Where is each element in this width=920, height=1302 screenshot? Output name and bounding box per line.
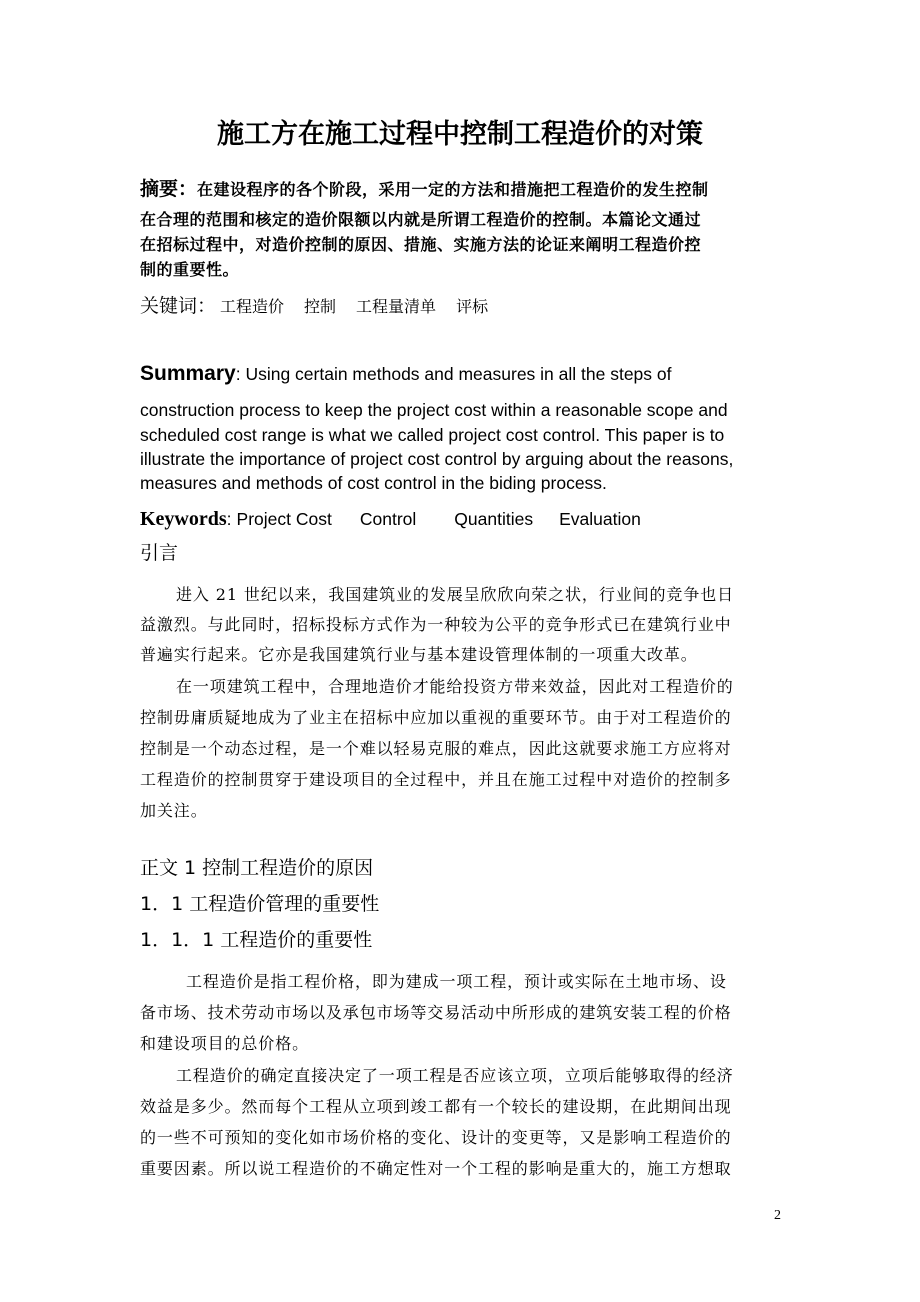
subsubsection-heading: 1．1．1 工程造价的重要性 bbox=[140, 929, 373, 951]
intro-line: 益激烈。与此同时，招标投标方式作为一种较为公平的竞争形式已在建筑行业中 bbox=[140, 615, 732, 634]
body-line: 工程造价的确定直接决定了一项工程是否应该立项，立项后能够取得的经济 bbox=[176, 1066, 734, 1085]
abstract-cn-label: 摘要： bbox=[140, 178, 198, 200]
intro-line: 进入 21 世纪以来，我国建筑业的发展呈欣欣向荣之状，行业间的竞争也日 bbox=[176, 585, 735, 604]
keyword-en: Control bbox=[359, 509, 417, 529]
abstract-cn-line: 在招标过程中，对造价控制的原因、措施、实施方法的论证来阐明工程造价控 bbox=[140, 235, 702, 254]
abstract-cn-line: 制的重要性。 bbox=[140, 260, 240, 279]
body-line: 工程造价是指工程价格，即为建成一项工程，预计或实际在土地市场、设 bbox=[186, 972, 727, 991]
abstract-cn-first-line bbox=[140, 174, 709, 201]
intro-line: 加关注。 bbox=[140, 801, 208, 820]
keyword-en: Quantities bbox=[454, 509, 534, 529]
body-line: 重要因素。所以说工程造价的不确定性对一个工程的影响是重大的，施工方想取 bbox=[140, 1159, 732, 1178]
abstract-en-line: illustrate the importance of project cost control by arguing about the reasons, bbox=[140, 449, 734, 469]
intro-heading: 引言 bbox=[140, 542, 179, 564]
keyword-cn: 控制 bbox=[304, 297, 337, 316]
body-line: 的一些不可预知的变化如市场价格的变化、设计的变更等，又是影响工程造价的 bbox=[140, 1128, 732, 1147]
section-heading: 正文 1 控制工程造价的原因 bbox=[140, 857, 374, 879]
abstract-cn-line: 在建设程序的各个阶段，采用一定的方法和措施把工程造价的发生控制 bbox=[197, 180, 709, 199]
keyword-cn: 工程量清单 bbox=[356, 297, 437, 316]
abstract-en-line: measures and methods of cost control in the biding process. bbox=[140, 473, 607, 493]
subsection-heading: 1．1 工程造价管理的重要性 bbox=[140, 893, 380, 915]
abstract-cn-line: 在合理的范围和核定的造价限额以内就是所谓工程造价的控制。本篇论文通过 bbox=[140, 210, 702, 229]
intro-line: 工程造价的控制贯穿于建设项目的全过程中，并且在施工过程中对造价的控制多 bbox=[140, 770, 732, 789]
abstract-en-first-line bbox=[140, 362, 672, 386]
intro-line: 普遍实行起来。它亦是我国建筑行业与基本建设管理体制的一项重大改革。 bbox=[140, 645, 698, 664]
keywords-en-separator: : bbox=[226, 509, 232, 529]
keywords-cn bbox=[140, 291, 488, 318]
keyword-cn: 评标 bbox=[456, 297, 489, 316]
body-line: 和建设项目的总价格。 bbox=[140, 1034, 310, 1053]
abstract-en-label: Summary bbox=[140, 362, 236, 385]
intro-line: 控制是一个动态过程，是一个难以轻易克服的难点，因此这就要求施工方应将对 bbox=[140, 739, 732, 758]
page-number: 2 bbox=[774, 1208, 781, 1223]
body-line: 备市场、技术劳动市场以及承包市场等交易活动中所形成的建筑安装工程的价格 bbox=[140, 1003, 732, 1022]
keywords-cn-label: 关键词： bbox=[140, 295, 217, 317]
keyword-en: Project Cost bbox=[236, 509, 332, 529]
keywords-en-label: Keywords bbox=[140, 508, 227, 530]
keyword-cn: 工程造价 bbox=[220, 297, 285, 316]
intro-line: 在一项建筑工程中，合理地造价才能给投资方带来效益，因此对工程造价的 bbox=[176, 677, 734, 696]
abstract-en-line: construction process to keep the project cost within a reasonable scope and bbox=[140, 400, 728, 420]
keywords-en bbox=[140, 508, 641, 531]
keyword-en: Evaluation bbox=[559, 509, 641, 529]
body-line: 效益是多少。然而每个工程从立项到竣工都有一个较长的建设期，在此期间出现 bbox=[140, 1097, 732, 1116]
abstract-en-line: : Using certain methods and measures in all the steps of bbox=[235, 364, 672, 384]
paper-title: 施工方在施工过程中控制工程造价的对策 bbox=[217, 119, 703, 150]
abstract-en-line: scheduled cost range is what we called project cost control. This paper is to bbox=[140, 425, 725, 445]
intro-line: 控制毋庸质疑地成为了业主在招标中应加以重视的重要环节。由于对工程造价的 bbox=[140, 708, 732, 727]
